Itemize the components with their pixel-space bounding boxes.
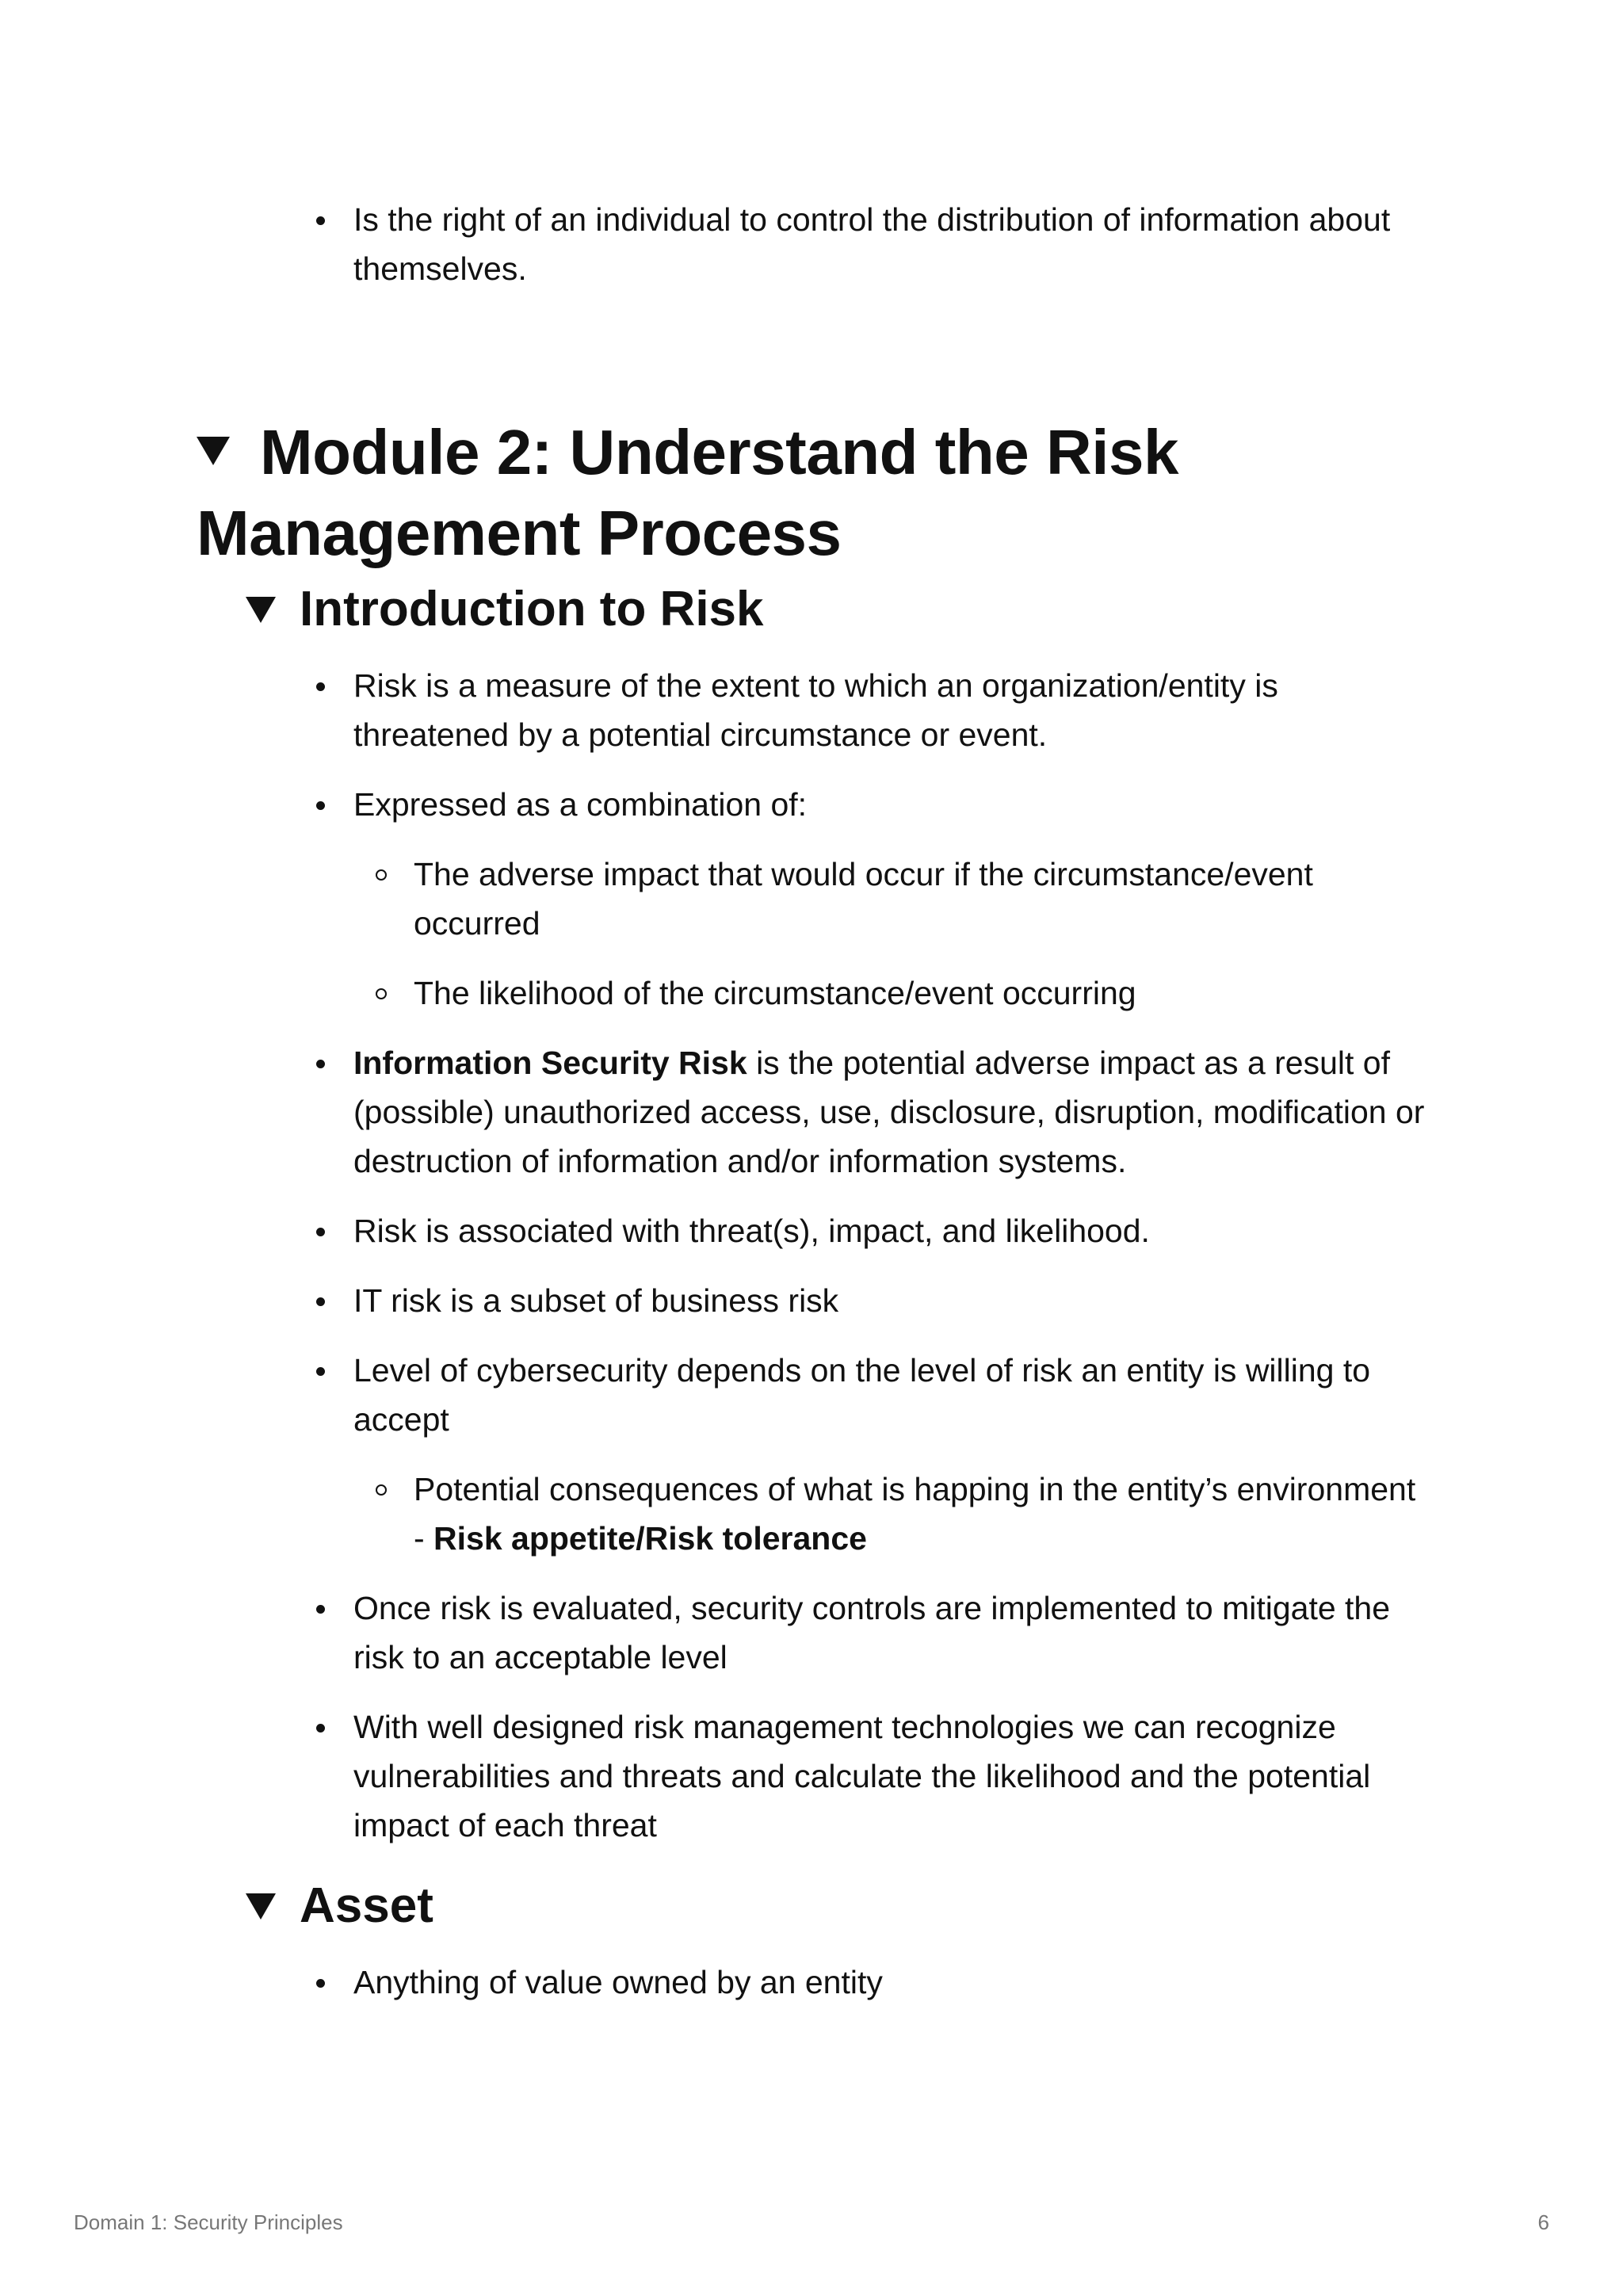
sub-list-item: The likelihood of the circumstance/event occurring (197, 968, 1433, 1018)
section-title: Asset (300, 1878, 433, 1933)
sub-list-item: Potential consequences of what is happing in the entity’s environment - Risk appetite/Risk tolerance (197, 1465, 1433, 1563)
list-item: Expressed as a combination of: (197, 780, 1433, 829)
list-item: Risk is a measure of the extent to which an organization/entity is threatened by a potential circumstance or event. (197, 661, 1433, 759)
term-highlight: Risk appetite/Risk tolerance (433, 1520, 867, 1557)
section-title: Introduction to Risk (300, 582, 764, 636)
toggle-triangle-icon[interactable] (197, 437, 230, 465)
list-item: Information Security Risk is the potential adverse impact as a result of (possible) unauthorized access, use, disclosure, disruption, modification or destruction of information and/or information systems. (197, 1038, 1433, 1186)
list-item: Level of cybersecurity depends on the level of risk an entity is willing to accept (197, 1346, 1433, 1444)
section-heading-introduction[interactable] (246, 574, 1433, 645)
list-item: Anything of value owned by an entity (197, 1958, 1433, 2007)
module-title: Module 2: Understand the Risk Management Process (197, 417, 1178, 568)
asset-bullet-list (197, 1958, 1433, 2007)
list-item: IT risk is a subset of business risk (197, 1276, 1433, 1325)
footer-document-title: Domain 1: Security Principles (74, 2210, 343, 2234)
page-content (197, 195, 1433, 2027)
toggle-triangle-icon[interactable] (246, 597, 276, 623)
list-item: Once risk is evaluated, security controls are implemented to mitigate the risk to an acceptable level (197, 1584, 1433, 1682)
list-item: With well designed risk management technologies we can recognize vulnerabilities and threats and calculate the likelihood and the potential impact of each threat (197, 1702, 1433, 1850)
list-item: Is the right of an individual to control the distribution of information about themselves. (197, 195, 1433, 293)
term-highlight: Information Security Risk (353, 1045, 747, 1081)
footer-page-number: 6 (1537, 2210, 1549, 2234)
sub-list-item: The adverse impact that would occur if the circumstance/event occurred (197, 850, 1433, 948)
module-heading[interactable] (197, 412, 1433, 574)
toggle-triangle-icon[interactable] (246, 1893, 276, 1920)
list-item: Risk is associated with threat(s), impact, and likelihood. (197, 1206, 1433, 1255)
introduction-bullet-list (197, 661, 1433, 1850)
top-bullet-list (197, 195, 1433, 293)
section-heading-asset[interactable] (246, 1870, 1433, 1942)
